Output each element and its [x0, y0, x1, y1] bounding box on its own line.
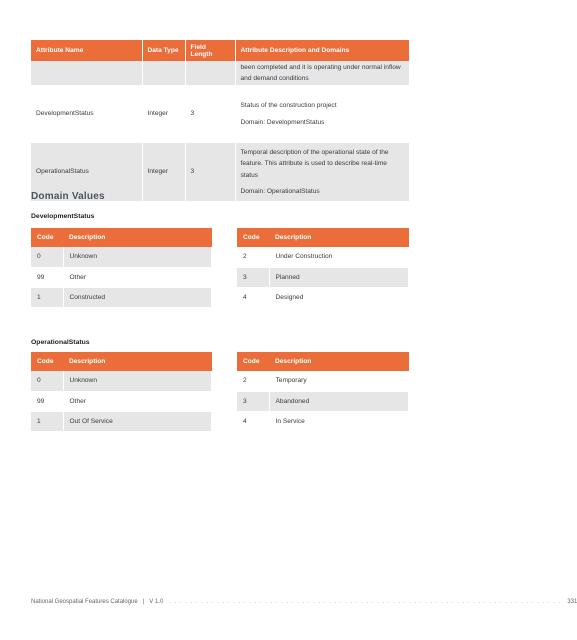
domain-label-development: DevelopmentStatus — [31, 213, 95, 220]
description-cell: Abandoned — [269, 391, 409, 411]
col-description: Description — [63, 228, 212, 247]
attribute-table — [31, 40, 409, 201]
table-row — [237, 411, 409, 431]
attribute-table-header — [31, 40, 409, 61]
code-cell: 2 — [237, 247, 269, 267]
row-domain: Domain: OperationalStatus — [240, 188, 320, 195]
description-cell: Temporary — [269, 371, 409, 391]
description-cell: Out Of Service — [63, 411, 212, 431]
table-row — [31, 391, 212, 411]
description-cell: Under Construction — [269, 247, 409, 267]
col-description: Description — [269, 352, 409, 371]
table-row — [31, 287, 212, 307]
description-cell: Other — [63, 267, 212, 287]
table-row — [237, 287, 409, 307]
description-cell: Constructed — [63, 287, 212, 307]
code-cell: 2 — [237, 371, 269, 391]
row-description-cell — [235, 143, 409, 201]
table-row-continuation — [31, 61, 409, 85]
description-cell: Designed — [269, 287, 409, 307]
code-cell: 99 — [31, 391, 63, 411]
row-data-type: Integer — [142, 85, 185, 143]
development-codes-left — [31, 228, 212, 308]
col-description: Description — [269, 228, 409, 247]
description-cell: Planned — [269, 267, 409, 287]
code-cell: 3 — [237, 391, 269, 411]
row-domain: Domain: DevelopmentStatus — [240, 118, 325, 126]
description-cell: Unknown — [63, 371, 212, 391]
code-cell: 0 — [31, 247, 63, 267]
row-description: Temporal description of the operational state of the feature. This attribute is used to describe real-time status — [240, 148, 389, 179]
footer-version: V 1.0 — [149, 599, 164, 605]
operational-codes-left — [31, 352, 212, 432]
table-row — [237, 247, 409, 267]
col-field-length: Field Length — [185, 40, 235, 61]
row-description: been completed and it is operating under normal inflow and demand conditions — [235, 61, 409, 85]
table-row — [31, 85, 409, 143]
table-row — [237, 371, 409, 391]
description-cell: In Service — [269, 411, 409, 431]
code-cell: 1 — [31, 411, 63, 431]
table-row — [31, 247, 212, 267]
row-attribute-name: OperationalStatus — [31, 143, 142, 201]
code-cell: 3 — [237, 267, 269, 287]
section-title: Domain Values — [31, 191, 105, 202]
footer-separator: | — [142, 599, 145, 605]
code-cell: 4 — [237, 411, 269, 431]
description-cell: Unknown — [63, 247, 212, 267]
domain-label-operational: OperationalStatus — [31, 339, 90, 346]
page-footer — [31, 599, 577, 605]
page-number: 331 — [567, 599, 577, 605]
col-code: Code — [31, 352, 63, 371]
table-row — [237, 391, 409, 411]
col-code: Code — [237, 228, 269, 247]
table-row — [31, 267, 212, 287]
operational-codes-right — [237, 352, 409, 432]
row-description-cell — [235, 85, 409, 143]
code-cell: 99 — [31, 267, 63, 287]
col-code: Code — [31, 228, 63, 247]
col-data-type: Data Type — [142, 40, 185, 61]
table-row — [237, 267, 409, 287]
row-field-length: 3 — [185, 85, 235, 143]
code-cell: 4 — [237, 287, 269, 307]
col-code: Code — [237, 352, 269, 371]
table-row — [31, 411, 212, 431]
footer-leader-dots: . . . . . . . . . . . . . . . . . . . . . . . . . . . . . . . . . . . . . . . . . . . . . . . . . . . . . . . . . . . . . . . . . . . . . . . . . . — [169, 599, 562, 605]
col-attribute-name: Attribute Name — [31, 40, 142, 61]
footer-title: National Geospatial Features Catalogue — [31, 599, 138, 605]
row-attribute-name: DevelopmentStatus — [31, 85, 142, 143]
code-cell: 0 — [31, 371, 63, 391]
description-cell: Other — [63, 391, 212, 411]
col-description: Attribute Description and Domains — [235, 40, 409, 61]
row-field-length: 3 — [185, 143, 235, 201]
row-description: Status of the construction project — [240, 102, 337, 109]
development-codes-right — [237, 228, 409, 308]
table-row — [31, 371, 212, 391]
code-cell: 1 — [31, 287, 63, 307]
col-description: Description — [63, 352, 212, 371]
row-data-type: Integer — [142, 143, 185, 201]
